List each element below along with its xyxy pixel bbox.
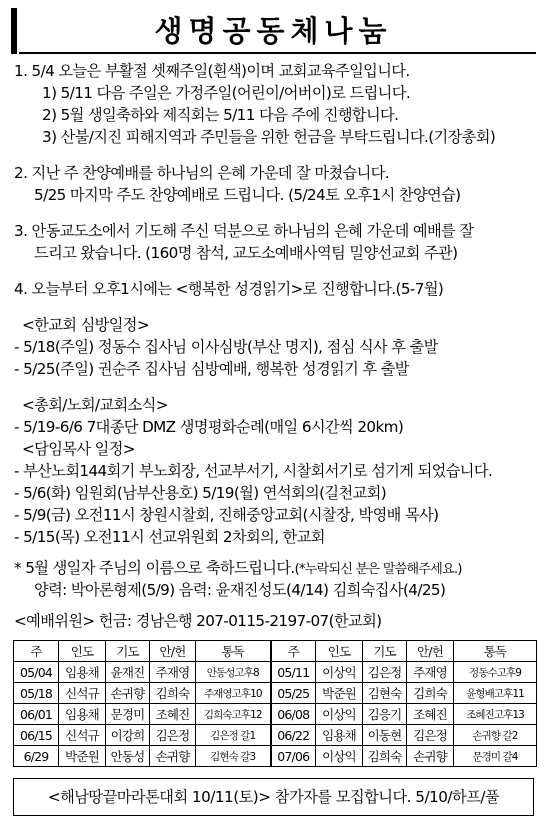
table-cell: 06/15 xyxy=(14,725,59,746)
table-cell: 주재영 xyxy=(407,662,454,683)
column-header: 통독 xyxy=(196,641,271,662)
column-header: 기도 xyxy=(106,641,150,662)
announcement-3-sub-1: 드리고 왔습니다. (160명 참석, 교도소예배사역팀 밀양선교회 주관) xyxy=(34,244,458,262)
column-header: 인도 xyxy=(316,641,363,662)
table-row xyxy=(14,725,537,746)
table-cell: 김은정 xyxy=(407,725,454,746)
table-cell: 윤형배고후11 xyxy=(454,683,537,704)
table-row xyxy=(14,683,537,704)
table-cell: 05/18 xyxy=(14,683,59,704)
announcement-body xyxy=(14,60,538,632)
table-cell: 임용채 xyxy=(59,704,106,725)
table-cell: 김현숙 갈3 xyxy=(196,746,271,767)
table-cell: 조혜진 xyxy=(407,704,454,725)
table-cell: 05/25 xyxy=(271,683,316,704)
table-cell: 조혜진고후13 xyxy=(454,704,537,725)
church-visit-line-1: - 5/18(주일) 정동수 집사님 이사심방(부산 명지), 점심 식사 후 출발 xyxy=(14,338,438,356)
announcement-2-sub-1: 5/25 마지막 주도 찬양예배로 드립니다. (5/24토 오후1시 찬양연습) xyxy=(34,186,461,204)
table-cell: 김현숙 xyxy=(363,683,407,704)
table-cell: 김은정 갈1 xyxy=(196,725,271,746)
table-cell: 김희숙 xyxy=(150,683,196,704)
table-cell: 05/11 xyxy=(271,662,316,683)
table-cell: 07/06 xyxy=(271,746,316,767)
table-cell: 주재영고후10 xyxy=(196,683,271,704)
table-cell: 06/22 xyxy=(271,725,316,746)
table-cell: 주재영 xyxy=(150,662,196,683)
table-cell: 이상익 xyxy=(316,704,363,725)
table-cell: 김은정 xyxy=(363,662,407,683)
pastor-line-4: - 5/15(목) 오전11시 선교위원회 2차회의, 한교회 xyxy=(14,528,325,546)
pastor-schedule-heading: <담임목사 일정> xyxy=(22,440,135,458)
table-row xyxy=(14,662,537,683)
table-cell: 손귀향 갈2 xyxy=(454,725,537,746)
table-cell: 손귀향 xyxy=(150,746,196,767)
column-header: 주 xyxy=(271,641,316,662)
table-cell: 김은정 xyxy=(150,725,196,746)
column-header: 기도 xyxy=(363,641,407,662)
pastor-line-3: - 5/9(금) 오전11시 창원시찰회, 진해중앙교회(시찰장, 박영배 목사) xyxy=(14,506,439,524)
table-cell: 이상익 xyxy=(316,662,363,683)
announcement-1-sub-3: 3) 산불/지진 피해지역과 주민들을 위한 헌금을 부탁드립니다.(기장총회) xyxy=(42,128,496,146)
news-heading: <총회/노회/교회소식> xyxy=(22,396,168,414)
table-cell: 조혜진 xyxy=(150,704,196,725)
column-header: 안/헌 xyxy=(407,641,454,662)
birthday-greeting: * 5월 생일자 주님의 이름으로 축하드립니다. xyxy=(14,559,295,577)
announcement-1-sub-2: 2) 5월 생일축하와 제직회는 5/11 다음 주에 진행합니다. xyxy=(42,106,399,124)
table-cell: 이동현 xyxy=(363,725,407,746)
church-visit-line-2: - 5/25(주일) 권순주 집사님 심방예배, 행복한 성경읽기 후 출발 xyxy=(14,360,409,378)
table-cell: 손귀향 xyxy=(106,683,150,704)
title-bar xyxy=(11,8,536,54)
table-cell: 문경미 갈4 xyxy=(454,746,537,767)
table-header-row xyxy=(14,641,537,662)
marathon-notice-box: <해남땅끝마라톤대회 10/11(토)> 참가자를 모집합니다. 5/10/하프/풀 xyxy=(13,778,534,816)
title-underline xyxy=(19,52,536,54)
church-visit-heading: <한교회 심방일정> xyxy=(22,316,149,334)
table-cell: 안동성고후8 xyxy=(196,662,271,683)
table-cell: 안동성 xyxy=(106,746,150,767)
column-header: 인도 xyxy=(59,641,106,662)
table-cell: 05/04 xyxy=(14,662,59,683)
table-cell: 신석규 xyxy=(59,725,106,746)
table-row xyxy=(14,704,537,725)
news-line-1: - 5/19-6/6 7대종단 DMZ 생명평화순례(매일 6시간씩 20km) xyxy=(14,418,404,436)
page-title: 생명공동체나눔 xyxy=(154,14,393,48)
announcement-1: 1. 5/4 오늘은 부활절 셋째주일(흰색)이며 교회교육주일입니다. xyxy=(14,62,410,80)
pastor-line-1: - 부산노회144회기 부노회장, 선교부서기, 시찰회서기로 섬기게 되었습니다. xyxy=(14,462,493,480)
announcement-2: 2. 지난 주 찬양예배를 하나님의 은혜 가운데 잘 마쳤습니다. xyxy=(14,164,389,182)
announcement-3: 3. 안동교도소에서 기도해 주신 덕분으로 하나님의 은혜 가운데 예배를 잘 xyxy=(14,222,474,240)
table-cell: 김희숙 xyxy=(363,746,407,767)
offering-line: <예배위원> 헌금: 경남은행 207-0115-2197-07(한교회) xyxy=(14,612,382,630)
announcement-1-sub-1: 1) 5/11 다음 주일은 가정주일(어린이/어버이)로 드립니다. xyxy=(42,84,411,102)
table-cell: 06/01 xyxy=(14,704,59,725)
announcement-4: 4. 오늘부터 오후1시에는 <행복한 성경읽기>로 진행합니다.(5-7월) xyxy=(14,280,444,298)
column-header: 통독 xyxy=(454,641,537,662)
birthday-line-1 xyxy=(14,557,538,579)
table-cell: 이강희 xyxy=(106,725,150,746)
worship-duty-table xyxy=(13,640,537,767)
table-cell: 박준원 xyxy=(59,746,106,767)
table-cell: 박준원 xyxy=(316,683,363,704)
table-cell: 신석규 xyxy=(59,683,106,704)
table-cell: 김응기 xyxy=(363,704,407,725)
table-cell: 김희숙 xyxy=(407,683,454,704)
table-cell: 임용채 xyxy=(316,725,363,746)
table-cell: 김희숙고후12 xyxy=(196,704,271,725)
table-cell: 6/29 xyxy=(14,746,59,767)
table-cell: 정동수고후9 xyxy=(454,662,537,683)
column-header: 안/헌 xyxy=(150,641,196,662)
table-cell: 문경미 xyxy=(106,704,150,725)
table-row xyxy=(14,746,537,767)
table-cell: 이상익 xyxy=(316,746,363,767)
birthday-note: (*누락되신 분은 말씀해주세요.) xyxy=(294,562,462,577)
table-cell: 손귀향 xyxy=(407,746,454,767)
column-header: 주 xyxy=(14,641,59,662)
table-cell: 06/08 xyxy=(271,704,316,725)
birthday-line-2: 양력: 박아론형제(5/9) 음력: 윤재진성도(4/14) 김희숙집사(4/25) xyxy=(34,581,446,599)
table-cell: 임용채 xyxy=(59,662,106,683)
table-cell: 윤재진 xyxy=(106,662,150,683)
pastor-line-2: - 5/6(화) 임원회(남부산용호) 5/19(월) 연석회의(길천교회) xyxy=(14,484,387,502)
